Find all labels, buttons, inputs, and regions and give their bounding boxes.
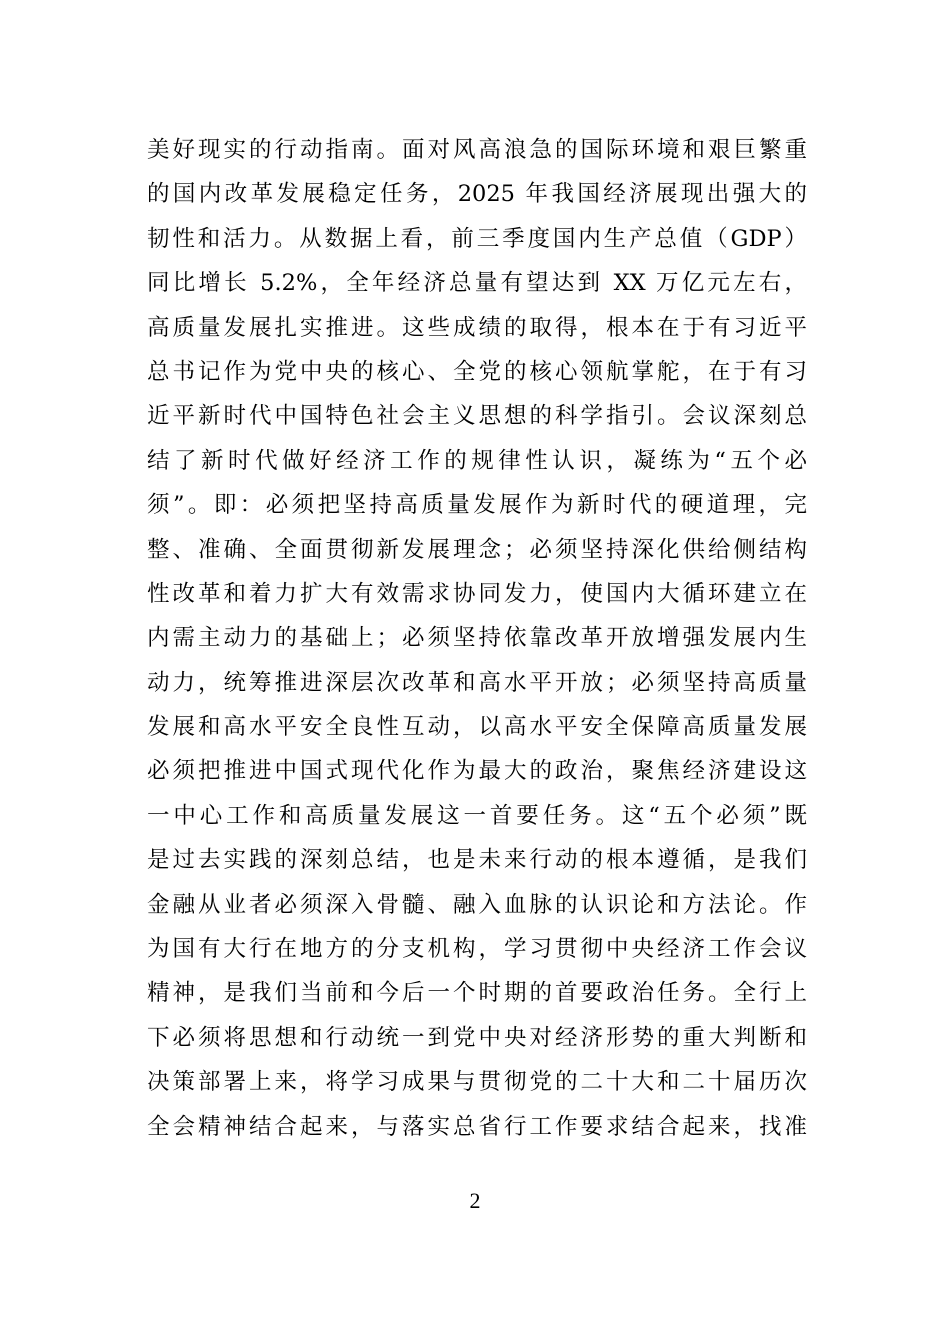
text-line: 结了新时代做好经济工作的规律性认识，凝练为“五个必 bbox=[147, 447, 807, 474]
text-line: 必须把推进中国式现代化作为最大的政治，聚焦经济建设这 bbox=[147, 758, 807, 785]
text-line: 一中心工作和高质量发展这一首要任务。这“五个必须”既 bbox=[147, 802, 807, 829]
text-line: 同比增长 5.2%，全年经济总量有望达到 XX 万亿元左右， bbox=[147, 270, 807, 297]
body-text bbox=[147, 128, 807, 1149]
text-line: 高质量发展扎实推进。这些成绩的取得，根本在于有习近平 bbox=[147, 314, 807, 341]
text-line: 总书记作为党中央的核心、全党的核心领航掌舵，在于有习 bbox=[147, 358, 807, 385]
text-line: 性改革和着力扩大有效需求协同发力，使国内大循环建立在 bbox=[147, 580, 807, 607]
text-line: 发展和高水平安全良性互动，以高水平安全保障高质量发展 bbox=[147, 714, 807, 741]
text-line: 动力，统筹推进深层次改革和高水平开放；必须坚持高质量 bbox=[147, 669, 807, 696]
page-number: 2 bbox=[469, 1188, 481, 1213]
text-line: 精神，是我们当前和今后一个时期的首要政治任务。全行上 bbox=[147, 980, 807, 1007]
text-line: 是过去实践的深刻总结，也是未来行动的根本遵循，是我们 bbox=[147, 847, 807, 874]
text-line: 美好现实的行动指南。面对风高浪急的国际环境和艰巨繁重 bbox=[147, 137, 807, 163]
text-line: 为国有大行在地方的分支机构，学习贯彻中央经济工作会议 bbox=[147, 936, 807, 963]
text-line: 韧性和活力。从数据上看，前三季度国内生产总值（GDP） bbox=[147, 225, 807, 252]
text-line: 须”。即：必须把坚持高质量发展作为新时代的硬道理，完 bbox=[147, 492, 807, 519]
text-line: 金融从业者必须深入骨髓、融入血脉的认识论和方法论。作 bbox=[147, 891, 807, 918]
text-line: 全会精神结合起来，与落实总省行工作要求结合起来，找准 bbox=[147, 1113, 807, 1140]
text-line: 内需主动力的基础上；必须坚持依靠改革开放增强发展内生 bbox=[147, 625, 807, 652]
text-line: 下必须将思想和行动统一到党中央对经济形势的重大判断和 bbox=[147, 1024, 807, 1051]
text-line: 整、准确、全面贯彻新发展理念；必须坚持深化供给侧结构 bbox=[147, 536, 807, 563]
text-line: 近平新时代中国特色社会主义思想的科学指引。会议深刻总 bbox=[147, 403, 807, 430]
text-line: 的国内改革发展稳定任务，2025 年我国经济展现出强大的 bbox=[147, 181, 807, 208]
text-line: 决策部署上来，将学习成果与贯彻党的二十大和二十届历次 bbox=[147, 1069, 807, 1096]
